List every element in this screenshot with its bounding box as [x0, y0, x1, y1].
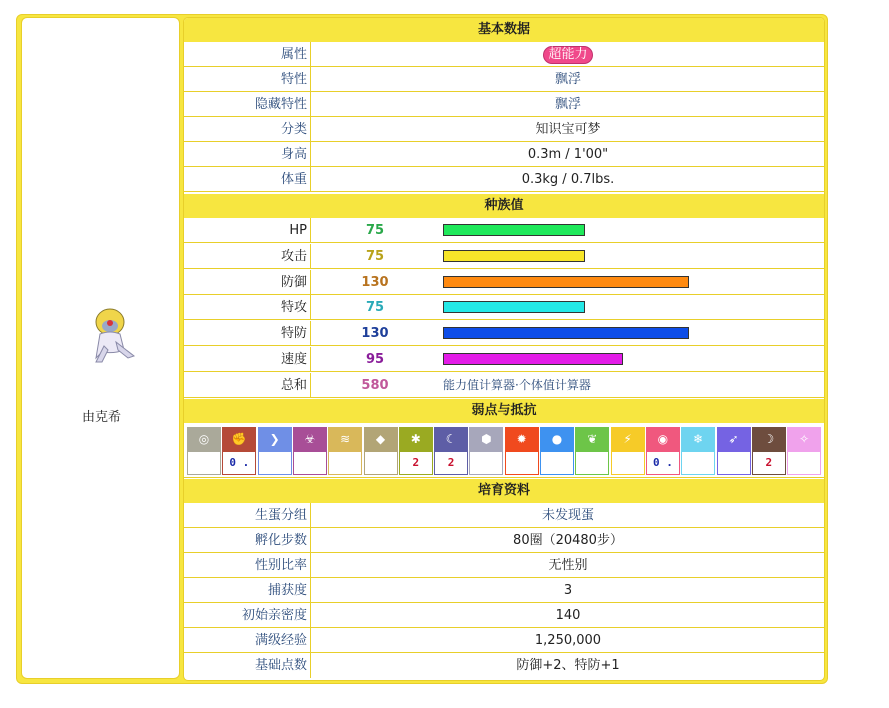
row-type	[184, 42, 824, 67]
row-egg-group	[184, 503, 824, 528]
row-label[interactable]: 特性	[184, 67, 311, 92]
stat-row	[184, 244, 824, 269]
data-panel	[183, 17, 825, 681]
type-matchup-cell[interactable]	[364, 427, 398, 477]
row-label[interactable]: 满级经验	[184, 628, 311, 653]
max-exp-value: 1,250,000	[534, 633, 602, 648]
ice-icon[interactable]: ❄	[681, 427, 715, 451]
type-multiplier	[787, 451, 821, 475]
weight-value: 0.3kg / 0.7lbs.	[521, 172, 615, 187]
stat-bar	[443, 327, 689, 339]
bug-icon[interactable]: ✱	[399, 427, 433, 451]
type-matchup-cell[interactable]	[752, 427, 786, 477]
type-multiplier	[364, 451, 398, 475]
stat-bar	[443, 301, 585, 313]
type-matchup-cell[interactable]	[540, 427, 574, 477]
ability-link[interactable]: 飘浮	[554, 72, 581, 87]
type-multiplier	[575, 451, 609, 475]
grass-icon[interactable]: ❦	[575, 427, 609, 451]
type-multiplier: 0 .	[646, 451, 680, 475]
stat-bar	[443, 250, 585, 262]
type-multiplier	[505, 451, 539, 475]
type-multiplier: 2	[434, 451, 468, 475]
gender-ratio-value: 无性别	[548, 558, 588, 573]
type-matchup-cell[interactable]	[328, 427, 362, 477]
row-category	[184, 117, 824, 142]
dark-icon[interactable]: ☽	[752, 427, 786, 451]
row-max-exp	[184, 628, 824, 653]
rock-icon[interactable]: ◆	[364, 427, 398, 451]
steel-icon[interactable]: ⬢	[469, 427, 503, 451]
row-label[interactable]: 体重	[184, 167, 311, 192]
stat-row	[184, 347, 824, 372]
type-matchup-cell[interactable]	[222, 427, 256, 477]
type-matchup-cell[interactable]	[469, 427, 503, 477]
ground-icon[interactable]: ≋	[328, 427, 362, 451]
row-label[interactable]: 生蛋分组	[184, 503, 311, 528]
row-label[interactable]: 孵化步数	[184, 528, 311, 553]
egg-group-link[interactable]: 未发现蛋	[541, 508, 594, 523]
stat-bar	[443, 353, 623, 365]
flying-icon[interactable]: ❯	[258, 427, 292, 451]
type-multiplier: 2	[752, 451, 786, 475]
type-matchup-cell[interactable]	[611, 427, 645, 477]
type-multiplier	[717, 451, 751, 475]
type-matchup-cell[interactable]	[717, 427, 751, 477]
total-value: 580	[361, 378, 389, 393]
type-multiplier	[328, 451, 362, 475]
stat-label: 防御	[184, 270, 311, 295]
stat-label: 特攻	[184, 295, 311, 320]
type-matchup-cell[interactable]	[434, 427, 468, 477]
stat-row	[184, 270, 824, 295]
type-multiplier	[293, 451, 327, 475]
stat-label: HP	[184, 218, 311, 243]
fire-icon[interactable]: ✹	[505, 427, 539, 451]
row-label[interactable]: 身高	[184, 142, 311, 167]
stat-row	[184, 295, 824, 320]
type-matchup-cell[interactable]	[293, 427, 327, 477]
row-total	[184, 373, 824, 398]
poison-icon[interactable]: ☣	[293, 427, 327, 451]
type-matchup-cell[interactable]	[399, 427, 433, 477]
stat-bar	[443, 224, 585, 236]
row-label[interactable]: 分类	[184, 117, 311, 142]
psychic-icon[interactable]: ◉	[646, 427, 680, 451]
total-label: 总和	[184, 373, 311, 398]
base-friendship-value: 140	[555, 608, 581, 623]
row-hidden-ability	[184, 92, 824, 117]
stat-value: 95	[365, 352, 385, 367]
row-base-friendship	[184, 603, 824, 628]
type-multiplier	[540, 451, 574, 475]
stat-value: 130	[361, 274, 389, 290]
stat-value: 130	[361, 326, 389, 342]
section-breeding-header: 培育资料	[184, 479, 824, 503]
row-label[interactable]: 捕获度	[184, 578, 311, 603]
stat-row	[184, 321, 824, 346]
type-matchup-cell[interactable]	[575, 427, 609, 477]
type-matchup-cell[interactable]	[787, 427, 821, 477]
ev-yield-value: 防御+2、特防+1	[516, 658, 620, 673]
stat-bar	[443, 276, 689, 288]
stat-label: 特防	[184, 321, 311, 346]
pokemon-sprite	[78, 302, 146, 370]
stat-label: 攻击	[184, 244, 311, 269]
fairy-icon[interactable]: ✧	[787, 427, 821, 451]
type-matchup-cell[interactable]	[258, 427, 292, 477]
type-multiplier: 2	[399, 451, 433, 475]
row-ability	[184, 67, 824, 92]
stat-label: 速度	[184, 347, 311, 372]
type-matchup-cell[interactable]	[681, 427, 715, 477]
row-label[interactable]: 隐藏特性	[184, 92, 311, 117]
row-label[interactable]: 属性	[184, 42, 311, 67]
type-multiplier	[611, 451, 645, 475]
row-gender-ratio	[184, 553, 824, 578]
section-basic-header: 基本数据	[184, 18, 824, 42]
electric-icon[interactable]: ⚡	[611, 427, 645, 451]
row-height	[184, 142, 824, 167]
row-hatch-steps	[184, 528, 824, 553]
water-icon[interactable]: ●	[540, 427, 574, 451]
normal-icon[interactable]: ◎	[187, 427, 221, 451]
type-matchup-cell[interactable]	[187, 427, 221, 477]
type-multiplier	[469, 451, 503, 475]
stat-value: 75	[365, 223, 385, 238]
category-value: 知识宝可梦	[535, 122, 601, 137]
type-matchup-cell[interactable]	[646, 427, 680, 477]
hatch-steps-value: 80圈（20480步）	[513, 533, 623, 548]
type-badge[interactable]: 超能力	[543, 46, 592, 64]
pokemon-name: 由克希	[81, 410, 121, 425]
type-multiplier	[681, 451, 715, 475]
height-value: 0.3m / 1'00"	[527, 147, 609, 162]
calculator-links[interactable]: 能力值计算器·个体值计算器	[443, 378, 591, 392]
section-stats-header: 种族值	[184, 194, 824, 218]
type-multiplier: 0 .	[222, 451, 256, 475]
type-multiplier	[187, 451, 221, 475]
sprite-panel	[21, 17, 180, 679]
ghost-icon[interactable]: ☾	[434, 427, 468, 451]
row-label[interactable]: 初始亲密度	[184, 603, 311, 628]
hidden-ability-link[interactable]: 飘浮	[554, 97, 581, 112]
stat-row	[184, 218, 824, 243]
type-matchup-cell[interactable]	[505, 427, 539, 477]
section-matchups-header: 弱点与抵抗	[184, 399, 824, 423]
stat-value: 75	[365, 248, 385, 264]
row-catch-rate	[184, 578, 824, 603]
type-multiplier	[258, 451, 292, 475]
type-matchup-row	[184, 425, 824, 478]
fighting-icon[interactable]: ✊	[222, 427, 256, 451]
row-weight	[184, 167, 824, 192]
row-label[interactable]: 基础点数	[184, 653, 311, 678]
dragon-icon[interactable]: ➶	[717, 427, 751, 451]
row-ev-yield	[184, 653, 824, 678]
row-label[interactable]: 性别比率	[184, 553, 311, 578]
stat-value: 75	[365, 300, 385, 316]
catch-rate-value: 3	[563, 583, 573, 598]
